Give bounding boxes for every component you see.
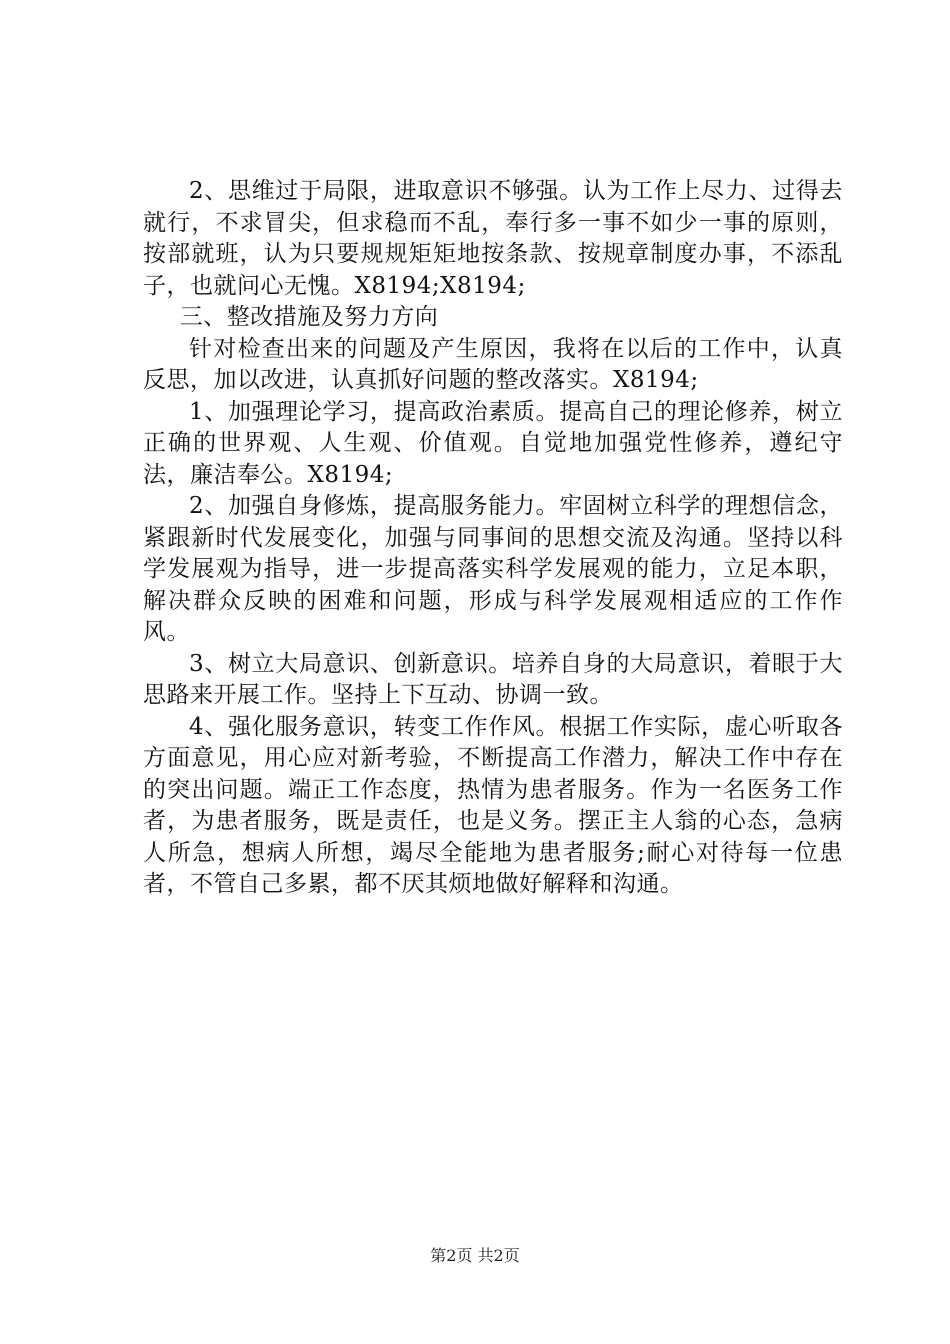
- paragraph-thinking-limits: 2、思维过于局限，进取意识不够强。认为工作上尽力、过得去就行，不求冒尖，但求稳而不乱，奉行多一事不如少一事的原则，按部就班，认为只要规规矩矩地按条款、按规章制度办事，不添乱子，也就问心无愧。X8194;X8194;: [143, 178, 843, 299]
- paragraph-rectification-intro: 针对检查出来的问题及产生原因，我将在以后的工作中，认真反思，加以改进，认真抓好问题的整改落实。X8194;: [143, 335, 843, 393]
- document-body: [143, 176, 843, 901]
- page-number-footer: 第2页 共2页: [430, 1246, 520, 1265]
- section-heading-rectification: 三、整改措施及努力方向: [179, 304, 439, 330]
- paragraph-self-cultivation: 2、加强自身修炼，提高服务能力。牢固树立科学的理想信念，紧跟新时代发展变化，加强与同事间的思想交流及沟通。坚持以科学发展观为指导，进一步提高落实科学发展观的能力，立足本职，解决群众反映的困难和问题，形成与科学发展观相适应的工作作风。: [143, 493, 843, 645]
- paragraph-service-awareness: 4、强化服务意识，转变工作作风。根据工作实际，虚心听取各方面意见，用心应对新考验，不断提高工作潜力，解决工作中存在的突出问题。端正工作态度，热情为患者服务。作为一名医务工作者，为患者服务，既是责任，也是义务。摆正主人翁的心态，急病人所急，想病人所想，竭尽全能地为患者服务;耐心对待每一位患者，不管自己多累，都不厌其烦地做好解释和沟通。: [143, 713, 843, 897]
- paragraph-theory-study: 1、加强理论学习，提高政治素质。提高自己的理论修养，树立正确的世界观、人生观、价值观。自觉地加强党性修养，遵纪守法，廉洁奉公。X8194;: [143, 398, 843, 488]
- paragraph-overall-awareness: 3、树立大局意识、创新意识。培养自身的大局意识，着眼于大思路来开展工作。坚持上下互动、协调一致。: [143, 650, 843, 708]
